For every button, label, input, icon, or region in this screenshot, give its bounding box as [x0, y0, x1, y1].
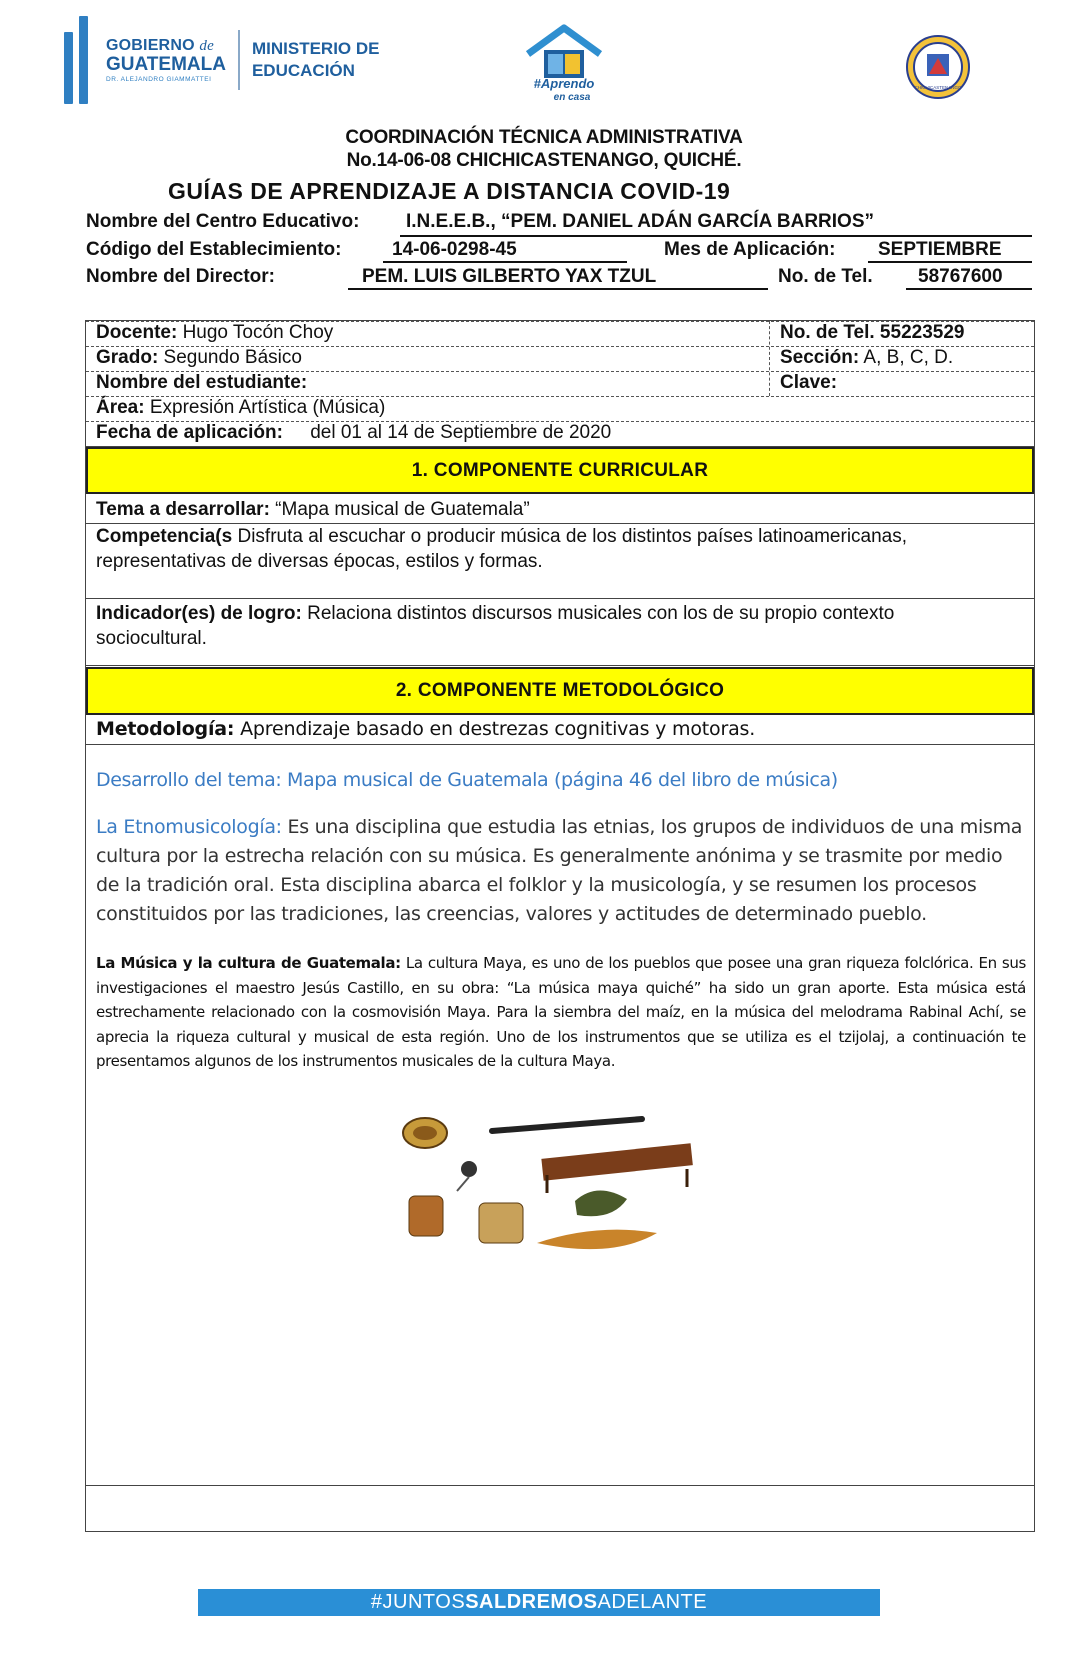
aprendo-en-casa-logo: [520, 24, 608, 102]
tel-value: 58767600: [906, 266, 1032, 290]
estudiante-label: Nombre del estudiante:: [96, 372, 308, 393]
metodologia-label: Metodología:: [96, 718, 235, 740]
docente-field: [96, 322, 333, 344]
clave-label: Clave:: [780, 372, 838, 393]
director-label: Nombre del Director:: [86, 266, 275, 287]
competencia-line2: representativas de diversas épocas, estilos y formas.: [96, 551, 543, 572]
mes-label: Mes de Aplicación:: [664, 239, 836, 260]
guatemala-text: GUATEMALA: [106, 54, 226, 75]
tema-value: “Mapa musical de Guatemala”: [269, 499, 530, 520]
competencia-label: Competencia(s: [96, 526, 233, 547]
metodologia-value: Aprendizaje basado en destrezas cognitivas y motoras.: [234, 718, 756, 740]
competencia-field: [96, 524, 907, 574]
etnomusicologia-paragraph: [96, 813, 1026, 929]
guide-form: [85, 320, 1035, 1532]
juntos-saldremos-banner: [198, 1589, 880, 1616]
indicador-line1: Relaciona distintos discursos musicales con los de su propio contexto: [301, 603, 895, 624]
etno-text: Es una disciplina que estudia las etnias, los grupos de individuos de una misma cultura por la estrecha relación con su música. Es generalmente anónima y se trasmite por medio de la tradición oral. Esta disciplina abarca el folklor y la musicología, y se resumen los procesos constituidos por las tradiciones, las creencias, valores y actitudes de determinado pueblo.: [96, 816, 1023, 925]
docente-label: Docente:: [96, 322, 178, 343]
seccion-value: A, B, C, D.: [859, 347, 954, 368]
marimba-icon: [541, 1143, 692, 1181]
area-field: [96, 397, 385, 419]
page-title: GUÍAS DE APRENDIZAJE A DISTANCIA COVID-19: [168, 178, 731, 204]
grado-field: [96, 347, 302, 369]
banner-part1: #JUNTOS: [370, 1591, 466, 1613]
competencia-line1: Disfruta al escuchar o producir música de los distintos países latinoamericanas,: [232, 526, 908, 547]
centro-label: Nombre del Centro Educativo:: [86, 211, 360, 232]
desarrollo-title: Desarrollo del tema: Mapa musical de Guatemala (página 46 del libro de música): [96, 769, 838, 791]
centro-value: I.N.E.E.B., “PEM. DANIEL ADÁN GARCÍA BARRIOS”: [400, 211, 1032, 237]
president-text: DR. ALEJANDRO GIAMMATTEI: [106, 76, 212, 83]
school-seal-logo: [905, 34, 971, 100]
gobierno-bars-icon: [64, 16, 94, 104]
codigo-value: 14-06-0298-45: [383, 239, 627, 263]
fecha-label: Fecha de aplicación:: [96, 422, 283, 443]
section-metodologico-header: 2. COMPONENTE METODOLÓGICO: [86, 667, 1034, 715]
indicador-line2: sociocultural.: [96, 628, 207, 649]
grado-label: Grado:: [96, 347, 159, 368]
tel-docente: No. de Tel. 55223529: [780, 322, 965, 343]
mes-value: SEPTIEMBRE: [868, 239, 1032, 263]
chirimia-icon: [492, 1119, 642, 1131]
docente-value: Hugo Tocón Choy: [177, 322, 334, 343]
tun-icon: [409, 1196, 443, 1236]
educacion-text: EDUCACIÓN: [251, 61, 355, 80]
area-label: Área:: [96, 397, 145, 418]
aprendo-text: #Aprendo: [533, 76, 595, 91]
gobierno-text: GOBIERNO: [106, 37, 195, 54]
indicador-field: [96, 601, 894, 651]
etno-lead: La Etnomusicología:: [96, 816, 282, 838]
tema-label: Tema a desarrollar:: [96, 499, 270, 520]
maya-instruments-image: [397, 1111, 727, 1256]
tema-field: [96, 499, 530, 521]
coordinacion-heading: COORDINACIÓN TÉCNICA ADMINISTRATIVA: [345, 127, 743, 148]
section-curricular-header: 1. COMPONENTE CURRICULAR: [86, 447, 1034, 494]
ministerio-text: MINISTERIO DE: [251, 39, 380, 58]
banner-part3: ADELANTE: [597, 1591, 708, 1613]
gobierno-guatemala-logo: [64, 16, 379, 104]
metodologia-field: [96, 718, 755, 740]
logo-divider: [238, 30, 240, 90]
area-value: Expresión Artística (Música): [144, 397, 386, 418]
musica-cultura-paragraph: [96, 951, 1026, 1074]
caparazon-icon: [575, 1190, 627, 1216]
coordinacion-number: No.14-06-08 CHICHICASTENANGO, QUICHÉ.: [346, 150, 742, 171]
fecha-field: [96, 422, 611, 444]
seal-text: CHICHICASTENANGO: [914, 85, 962, 90]
tel-label: No. de Tel.: [778, 266, 873, 287]
gobierno-de-text: de: [199, 38, 214, 54]
en-casa-text: en casa: [553, 92, 591, 102]
ocarina-icon: [537, 1230, 657, 1249]
seccion-label: Sección:: [780, 347, 860, 368]
director-value: PEM. LUIS GILBERTO YAX TZUL: [348, 266, 768, 290]
seccion-field: [780, 347, 953, 369]
tambor-icon: [479, 1203, 523, 1243]
banner-part2: SALDREMOS: [465, 1591, 598, 1613]
sonaja-icon: [461, 1161, 477, 1177]
grado-value: Segundo Básico: [158, 347, 302, 368]
musica-text: La cultura Maya, es uno de los pueblos que posee una gran riqueza folclórica. En sus investigaciones el maestro Jesús Castillo, en su obra: “La música maya quiché” ha sido un gran aporte. Esta música está estrechamente relacionado con la cosmovisión Maya. Para la siembra del maíz, en la música del melodrama Rabinal Achí, se aprecia la riqueza cultural y musical de esta región. Uno de los instrumentos que se utiliza es el tzijolaj, a continuación te presentamos algunos de los instrumentos musicales de la cultura Maya.: [96, 954, 1027, 1070]
indicador-label: Indicador(es) de logro:: [96, 603, 302, 624]
musica-lead: La Música y la cultura de Guatemala:: [96, 954, 401, 972]
codigo-label: Código del Establecimiento:: [86, 239, 342, 260]
fecha-value: del 01 al 14 de Septiembre de 2020: [310, 422, 612, 443]
